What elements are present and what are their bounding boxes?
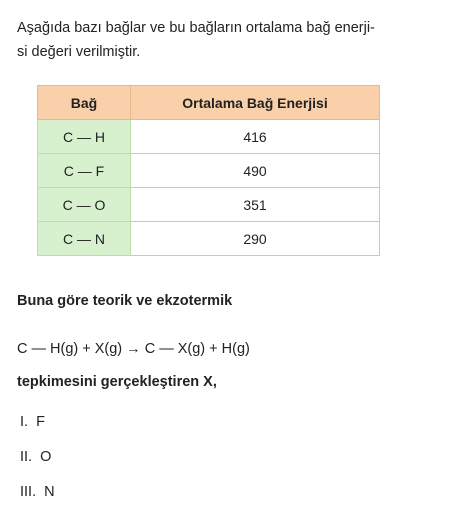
reaction-equation: C — H(g) + X(g) → C — X(g) + H(g): [17, 341, 250, 357]
bond-cell: C — F: [38, 154, 131, 188]
question-tail: tepkimesini gerçekleştiren X,: [17, 374, 217, 390]
option-roman: III.: [20, 484, 37, 500]
table-row: [38, 188, 380, 222]
question-lead: Buna göre teorik ve ekzotermik: [17, 293, 233, 309]
intro-line-1: Aşağıda bazı bağlar ve bu bağların ortalama bağ enerji-: [17, 20, 375, 36]
option-value: N: [44, 484, 55, 500]
option-roman: II.: [20, 449, 33, 465]
table-row: [38, 120, 380, 154]
table-row: [38, 222, 380, 256]
option-roman: I.: [20, 414, 29, 430]
bond-cell: C — O: [38, 188, 131, 222]
table-header-row: [38, 86, 380, 120]
table-row: [38, 154, 380, 188]
option-3: [20, 484, 55, 500]
header-energy: Ortalama Bağ Enerjisi: [131, 86, 380, 120]
intro-line-2: si değeri verilmiştir.: [17, 44, 141, 60]
bond-cell: C — H: [38, 120, 131, 154]
bond-cell: C — N: [38, 222, 131, 256]
energy-cell: 490: [131, 154, 380, 188]
energy-cell: 416: [131, 120, 380, 154]
header-bond: Bağ: [38, 86, 131, 120]
bond-energy-table: [37, 85, 380, 256]
option-value: O: [40, 449, 52, 465]
option-1: [20, 414, 45, 430]
intro-text: [17, 16, 422, 64]
option-value: F: [36, 414, 45, 430]
option-2: [20, 449, 51, 465]
energy-cell: 290: [131, 222, 380, 256]
energy-cell: 351: [131, 188, 380, 222]
